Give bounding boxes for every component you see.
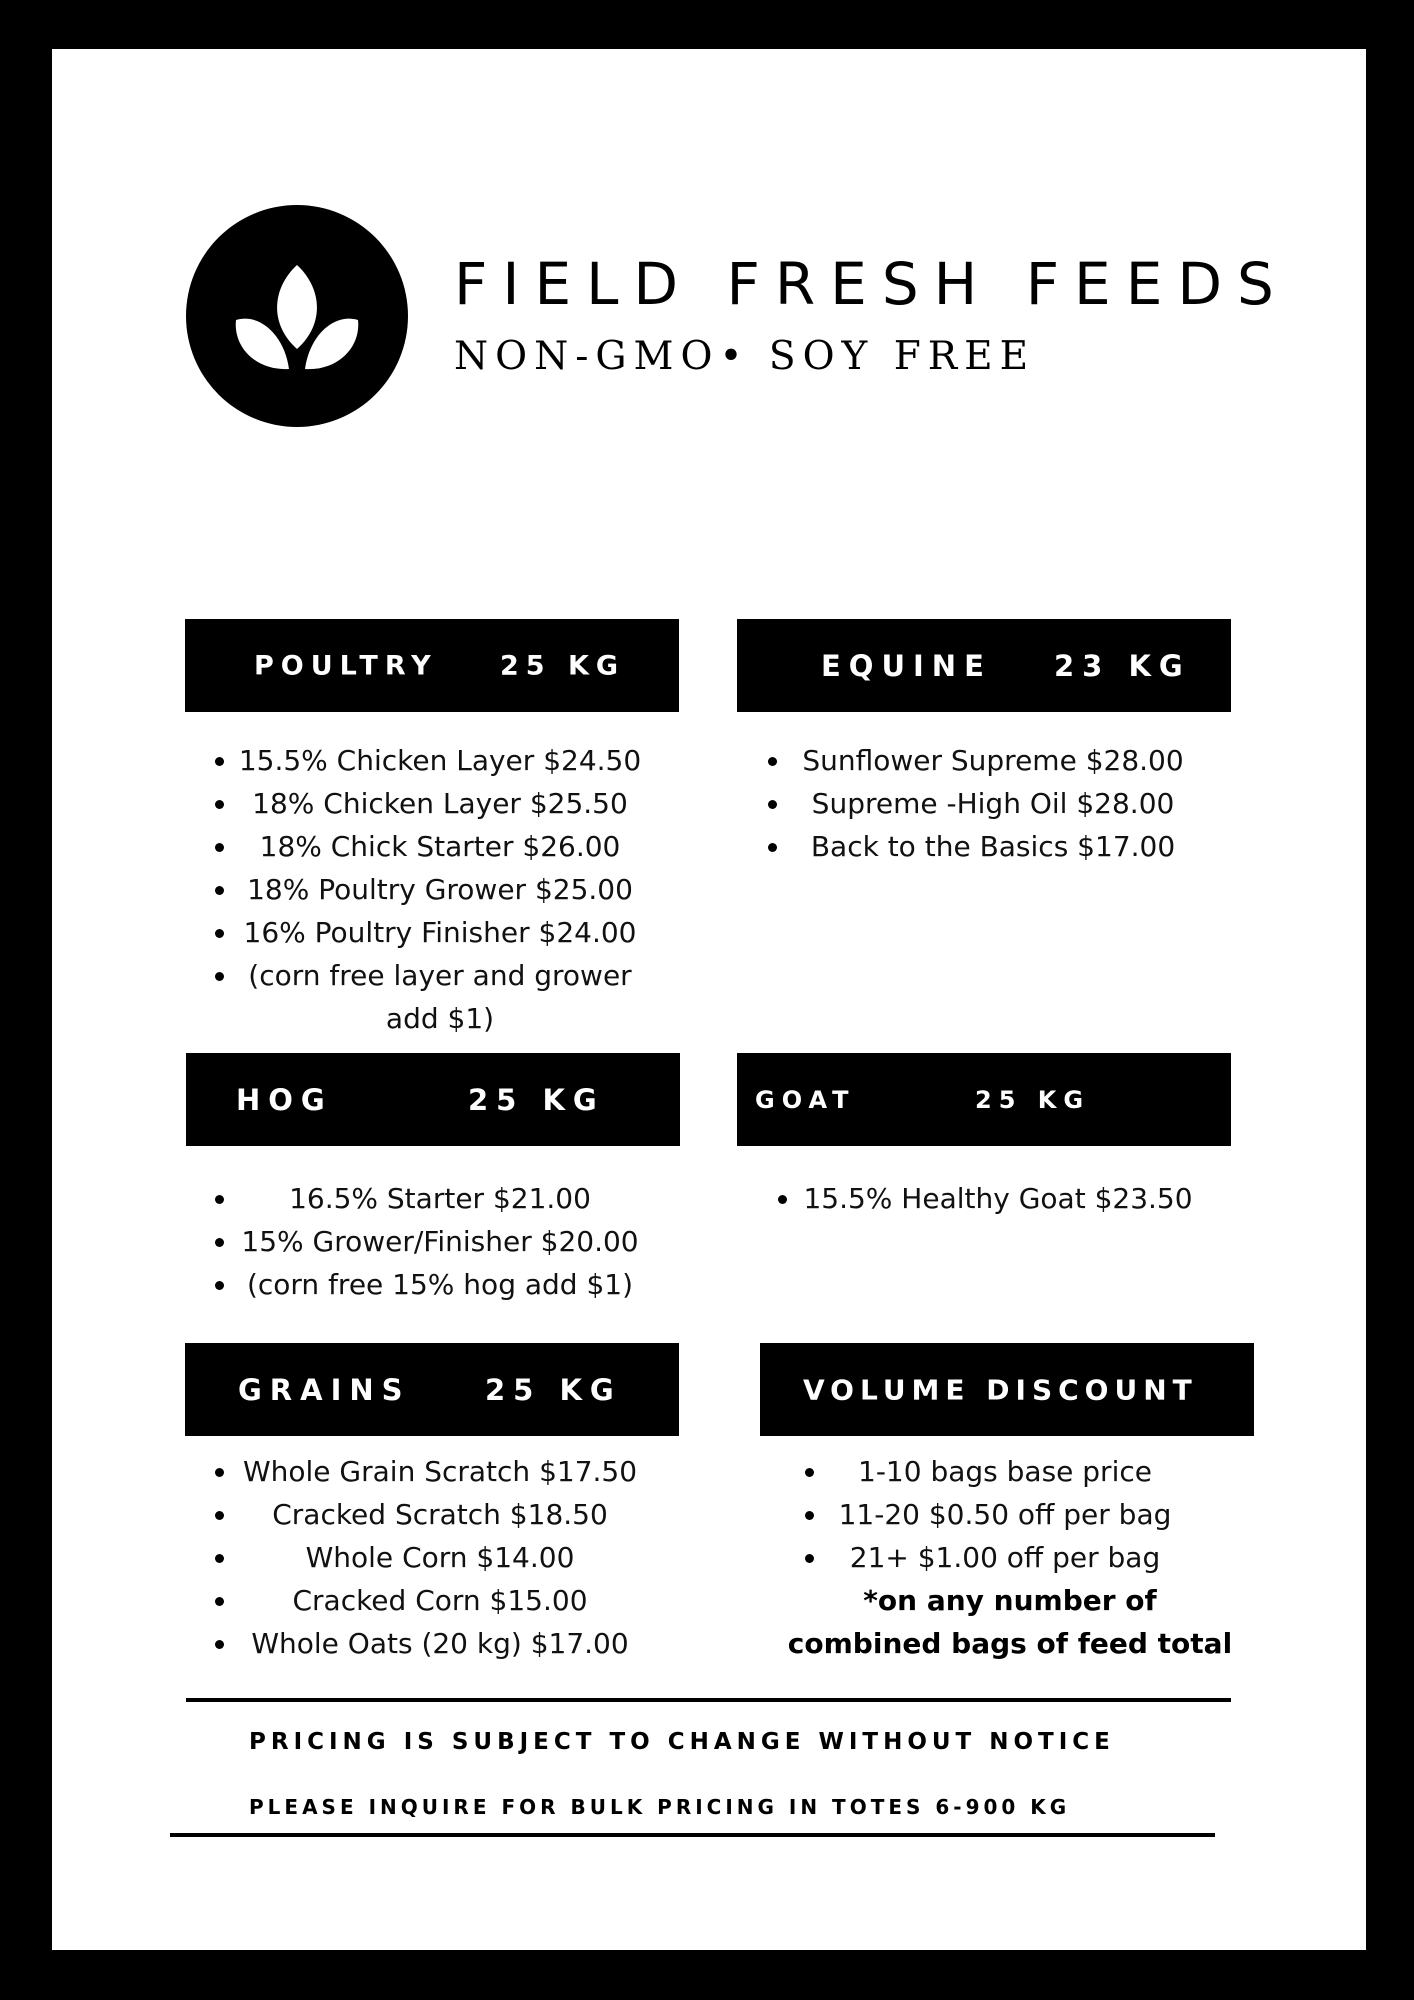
poultry-weight: 25 KG bbox=[500, 650, 626, 681]
volume-discount-list bbox=[805, 1450, 1205, 1579]
brand-subtitle: NON-GMO• SOY FREE bbox=[454, 334, 1036, 379]
equine-title: EQUINE bbox=[821, 648, 992, 683]
list-item: Whole Corn $14.00 bbox=[215, 1536, 665, 1579]
pricing-notice: PRICING IS SUBJECT TO CHANGE WITHOUT NOTICE bbox=[249, 1729, 1115, 1755]
discount-note-line1: *on any number of bbox=[863, 1584, 1157, 1617]
hog-list bbox=[215, 1177, 665, 1306]
footer-top-divider bbox=[186, 1698, 1231, 1702]
equine-weight: 23 KG bbox=[1054, 648, 1191, 683]
equine-list bbox=[768, 739, 1218, 868]
grains-header bbox=[185, 1343, 679, 1436]
equine-header bbox=[737, 619, 1231, 712]
list-item: 16.5% Starter $21.00 bbox=[215, 1177, 665, 1220]
list-item: Whole Grain Scratch $17.50 bbox=[215, 1450, 665, 1493]
grains-weight: 25 KG bbox=[485, 1372, 622, 1407]
list-item: 18% Chicken Layer $25.50 bbox=[215, 782, 665, 825]
hog-weight: 25 KG bbox=[468, 1082, 605, 1117]
list-item: Whole Oats (20 kg) $17.00 bbox=[215, 1622, 665, 1665]
list-item: Sunflower Supreme $28.00 bbox=[768, 739, 1218, 782]
list-item: Cracked Scratch $18.50 bbox=[215, 1493, 665, 1536]
discount-note-line2: combined bags of feed total bbox=[787, 1627, 1233, 1660]
leaf-sprout-icon bbox=[186, 205, 408, 427]
grains-title: GRAINS bbox=[238, 1372, 411, 1407]
hog-title: HOG bbox=[236, 1082, 333, 1117]
volume-discount-header bbox=[760, 1343, 1254, 1436]
list-item: 15.5% Chicken Layer $24.50 bbox=[215, 739, 665, 782]
list-item-continuation: add $1) bbox=[385, 1002, 495, 1035]
list-item: (corn free 15% hog add $1) bbox=[215, 1263, 665, 1306]
goat-header bbox=[737, 1053, 1231, 1146]
list-item: Cracked Corn $15.00 bbox=[215, 1579, 665, 1622]
list-item: 18% Poultry Grower $25.00 bbox=[215, 868, 665, 911]
volume-discount-title: VOLUME DISCOUNT bbox=[803, 1373, 1198, 1406]
list-item: 18% Chick Starter $26.00 bbox=[215, 825, 665, 868]
list-item: (corn free layer and grower bbox=[215, 954, 665, 997]
poultry-list bbox=[215, 739, 665, 1040]
bulk-pricing-notice: PLEASE INQUIRE FOR BULK PRICING IN TOTES 6-900 KG bbox=[249, 1795, 1071, 1819]
hog-header bbox=[186, 1053, 680, 1146]
list-item: 16% Poultry Finisher $24.00 bbox=[215, 911, 665, 954]
list-item: Back to the Basics $17.00 bbox=[768, 825, 1218, 868]
list-item: 21+ $1.00 off per bag bbox=[805, 1536, 1205, 1579]
volume-discount-note bbox=[770, 1579, 1250, 1665]
list-item: Supreme -High Oil $28.00 bbox=[768, 782, 1218, 825]
poultry-title: POULTRY bbox=[254, 650, 438, 681]
list-item: 1-10 bags base price bbox=[805, 1450, 1205, 1493]
goat-weight: 25 KG bbox=[975, 1085, 1091, 1114]
grains-list bbox=[215, 1450, 665, 1665]
footer-bottom-divider bbox=[170, 1833, 1215, 1837]
poultry-header bbox=[185, 619, 679, 712]
list-item: 15% Grower/Finisher $20.00 bbox=[215, 1220, 665, 1263]
list-item: 11-20 $0.50 off per bag bbox=[805, 1493, 1205, 1536]
goat-title: GOAT bbox=[755, 1085, 856, 1114]
goat-list bbox=[778, 1177, 1218, 1220]
list-item: 15.5% Healthy Goat $23.50 bbox=[778, 1177, 1218, 1220]
brand-title: FIELD FRESH FEEDS bbox=[454, 250, 1289, 318]
